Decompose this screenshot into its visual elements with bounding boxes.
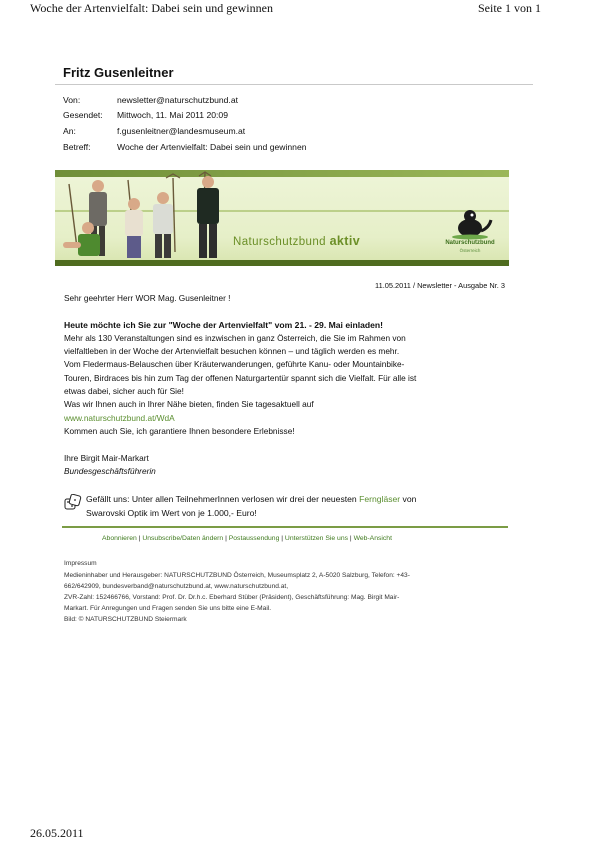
email-field-sent bbox=[63, 110, 543, 125]
nav-web-view[interactable]: Web-Ansicht bbox=[353, 535, 392, 542]
newsletter-banner bbox=[55, 170, 509, 266]
print-header-page: Seite 1 von 1 bbox=[478, 1, 541, 15]
field-label: Von: bbox=[63, 95, 81, 105]
binoculars-link[interactable]: Ferngläser bbox=[359, 494, 401, 504]
field-label: Gesendet: bbox=[63, 110, 103, 120]
paragraph-line: Mehr als 130 Veranstaltungen sind es inzwischen in ganz Österreich, die Sie im Rahmen von bbox=[64, 333, 406, 343]
headline: Heute möchte ich Sie zur "Woche der Artenvielfalt" vom 21. - 29. Mai einladen! bbox=[64, 320, 384, 330]
raffle-line-1 bbox=[86, 494, 416, 504]
greeting: Sehr geehrter Herr WOR Mag. Gusenleitner ! bbox=[64, 293, 231, 303]
raffle-line-2: Swarovski Optik im Wert von je 1.000,- Euro! bbox=[86, 508, 257, 518]
email-field-from bbox=[63, 95, 543, 110]
signature-name: Ihre Birgit Mair-Markart bbox=[64, 453, 149, 463]
nav-postal[interactable]: Postaussendung bbox=[228, 535, 280, 542]
dice-icon bbox=[64, 494, 82, 512]
naturschutzbund-logo bbox=[437, 206, 503, 256]
field-value: Mittwoch, 11. Mai 2011 20:09 bbox=[117, 110, 228, 120]
animal-logo-icon bbox=[437, 206, 503, 240]
impressum-line: Bild: © NATURSCHUTZBUND Steiermark bbox=[64, 616, 187, 623]
impressum-title: Impressum bbox=[64, 560, 97, 567]
impressum-line: 662/642909, bundesverband@naturschutzbund.at, www.naturschutzbund.at, bbox=[64, 583, 289, 590]
sender-name: Fritz Gusenleitner bbox=[63, 65, 174, 80]
raffle-text: Gefällt uns: Unter allen TeilnehmerInnen verlosen wir drei der neuesten bbox=[86, 494, 360, 504]
footer-divider bbox=[62, 526, 508, 528]
impressum-line: Markart. Für Anregungen und Fragen senden Sie uns bitte eine E-Mail. bbox=[64, 605, 272, 612]
nav-unsubscribe[interactable]: Unsubscribe/Daten ändern bbox=[142, 535, 224, 542]
nav-subscribe[interactable]: Abonnieren bbox=[102, 535, 137, 542]
field-label: Betreff: bbox=[63, 142, 91, 152]
signature-title: Bundesgeschäftsführerin bbox=[64, 466, 156, 476]
paragraph-line: vielfaltleben in der Woche der Artenvielfalt besuchen können – und täglich werden es mehr. bbox=[64, 346, 400, 356]
impressum-line: ZVR-Zahl: 152466766, Vorstand: Prof. Dr. Dr.h.c. Eberhard Stüber (Präsident), Geschäftsführung: Mag. Birgit Mair- bbox=[64, 594, 400, 601]
footer-nav: Abonnieren | Unsubscribe/Daten ändern | Postaussendung | Unterstützen Sie uns | Web-Ansicht bbox=[102, 535, 392, 542]
field-value[interactable]: newsletter@naturschutzbund.at bbox=[117, 95, 238, 105]
raffle-text-end: von bbox=[400, 494, 417, 504]
banner-brand-text bbox=[233, 234, 360, 248]
logo-subtitle: Österreich bbox=[459, 248, 481, 253]
newsletter-date-issue: 11.05.2011 / Newsletter - Ausgabe Nr. 3 bbox=[375, 281, 505, 290]
header-divider bbox=[55, 84, 533, 85]
logo-name: Naturschutzbund bbox=[445, 240, 495, 246]
paragraph-line: Touren, Birdraces bis hin zum Tag der offenen Naturgartentür spannt sich die Vielfalt. Für alle ist bbox=[64, 373, 417, 383]
closing: Kommen auch Sie, ich garantiere Ihnen besondere Erlebnisse! bbox=[64, 426, 295, 436]
nav-support[interactable]: Unterstützen Sie uns bbox=[284, 535, 349, 542]
field-value[interactable]: f.gusenleitner@landesmuseum.at bbox=[117, 126, 246, 136]
brand-name: Naturschutzbund bbox=[233, 236, 326, 248]
email-field-to bbox=[63, 126, 543, 141]
print-header-title: Woche der Artenvielfalt: Dabei sein und gewinnen bbox=[30, 1, 273, 15]
volunteers-photo bbox=[55, 170, 230, 266]
paragraph-line: etwas dabei, sicher auch für Sie! bbox=[64, 386, 184, 396]
brand-suffix: aktiv bbox=[329, 234, 361, 248]
wda-link[interactable]: www.naturschutzbund.at/WdA bbox=[64, 413, 175, 423]
banner-grass bbox=[55, 260, 509, 266]
paragraph-line: Was wir Ihnen auch in Ihrer Nähe bieten, finden Sie tagesaktuell auf bbox=[64, 399, 314, 409]
impressum-line: Medieninhaber und Herausgeber: NATURSCHUTZBUND Österreich, Museumsplatz 2, A-5020 Salzburg, Telefon: +43- bbox=[64, 572, 410, 579]
paragraph-line: Vom Fledermaus-Belauschen über Kräuterwanderungen, geführte Kanu- oder Mountainbike- bbox=[64, 359, 405, 369]
print-footer-date: 26.05.2011 bbox=[30, 826, 84, 840]
field-value: Woche der Artenvielfalt: Dabei sein und gewinnen bbox=[117, 142, 307, 152]
email-field-subject bbox=[63, 142, 543, 157]
field-label: An: bbox=[63, 126, 76, 136]
